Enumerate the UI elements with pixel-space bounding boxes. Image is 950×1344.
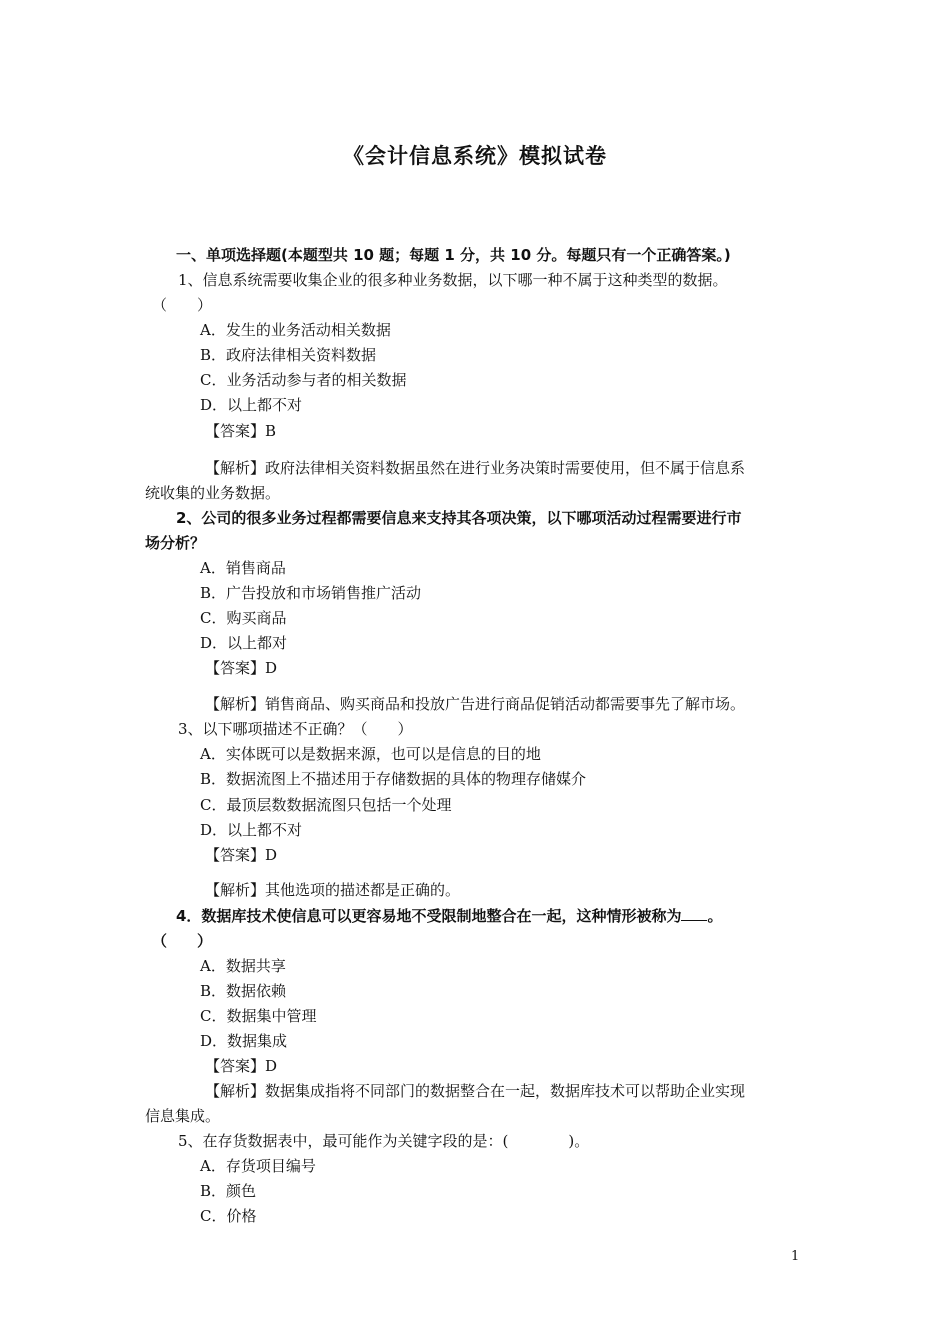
question-1-stem: 1、信息系统需要收集企业的很多种业务数据，以下哪一种不属于这种类型的数据。 [178, 271, 728, 289]
question-4-stem-text: 4．数据库技术使信息可以更容易地不受限制地整合在一起，这种情形被称为 [176, 907, 682, 925]
question-3-answer: 【答案】D [205, 846, 278, 864]
question-4-stem [176, 904, 722, 929]
question-4-option-b: B．数据依赖 [200, 982, 287, 1000]
question-3-option-a: A．实体既可以是数据来源，也可以是信息的目的地 [200, 745, 541, 763]
question-2-stem: 2、公司的很多业务过程都需要信息来支持其各项决策，以下哪项活动过程需要进行市 [176, 509, 742, 527]
question-2-option-b: B．广告投放和市场销售推广活动 [200, 584, 422, 602]
question-4-analysis: 【解析】数据集成指将不同部门的数据整合在一起，数据库技术可以帮助企业实现 [205, 1082, 746, 1100]
question-4-paren: （ ） [152, 932, 213, 950]
question-2-answer: 【答案】D [205, 659, 278, 677]
question-5-option-b: B．颜色 [200, 1182, 257, 1200]
page-title: 《会计信息系统》模拟试卷 [343, 144, 607, 168]
question-1-analysis: 【解析】政府法律相关资料数据虽然在进行业务决策时需要使用，但不属于信息系 [205, 459, 746, 477]
question-1-paren: （ ） [152, 296, 213, 314]
question-3-analysis: 【解析】其他选项的描述都是正确的。 [205, 881, 461, 899]
question-2-analysis: 【解析】销售商品、购买商品和投放广告进行商品促销活动都需要事先了解市场。 [205, 695, 746, 713]
question-4-analysis-cont: 信息集成。 [145, 1107, 221, 1125]
section-heading: 一、单项选择题(本题型共 10 题；每题 1 分，共 10 分。每题只有一个正确答案。) [176, 246, 731, 264]
question-4-option-a: A．数据共享 [200, 957, 286, 975]
page-number: 1 [791, 1249, 800, 1264]
question-4-option-c: C．数据集中管理 [200, 1007, 317, 1025]
question-3-stem: 3、以下哪项描述不正确？（ ） [178, 720, 413, 738]
question-1-option-d: D．以上都不对 [200, 396, 303, 414]
question-2-stem-cont: 场分析？ [145, 534, 206, 552]
question-3-option-b: B．数据流图上不描述用于存储数据的具体的物理存储媒介 [200, 770, 587, 788]
question-2-option-a: A．销售商品 [200, 559, 286, 577]
question-2-option-d: D．以上都对 [200, 634, 288, 652]
question-4-answer: 【答案】D [205, 1057, 278, 1075]
question-1-option-b: B．政府法律相关资料数据 [200, 346, 377, 364]
question-2-option-c: C．购买商品 [200, 609, 287, 627]
question-1-answer: 【答案】B [205, 422, 277, 440]
question-3-option-d: D．以上都不对 [200, 821, 303, 839]
question-1-option-a: A．发生的业务活动相关数据 [200, 321, 391, 339]
question-5-stem: 5、在存货数据表中，最可能作为关键字段的是：( )。 [178, 1132, 590, 1150]
question-1-analysis-cont: 统收集的业务数据。 [145, 484, 281, 502]
question-3-option-c: C．最顶层数数据流图只包括一个处理 [200, 796, 452, 814]
question-5-option-c: C．价格 [200, 1207, 257, 1225]
question-4-stem-end: 。 [707, 907, 723, 925]
question-5-option-a: A．存货项目编号 [200, 1157, 316, 1175]
answer-blank [681, 904, 707, 921]
question-1-option-c: C．业务活动参与者的相关数据 [200, 371, 407, 389]
question-4-option-d: D．数据集成 [200, 1032, 288, 1050]
